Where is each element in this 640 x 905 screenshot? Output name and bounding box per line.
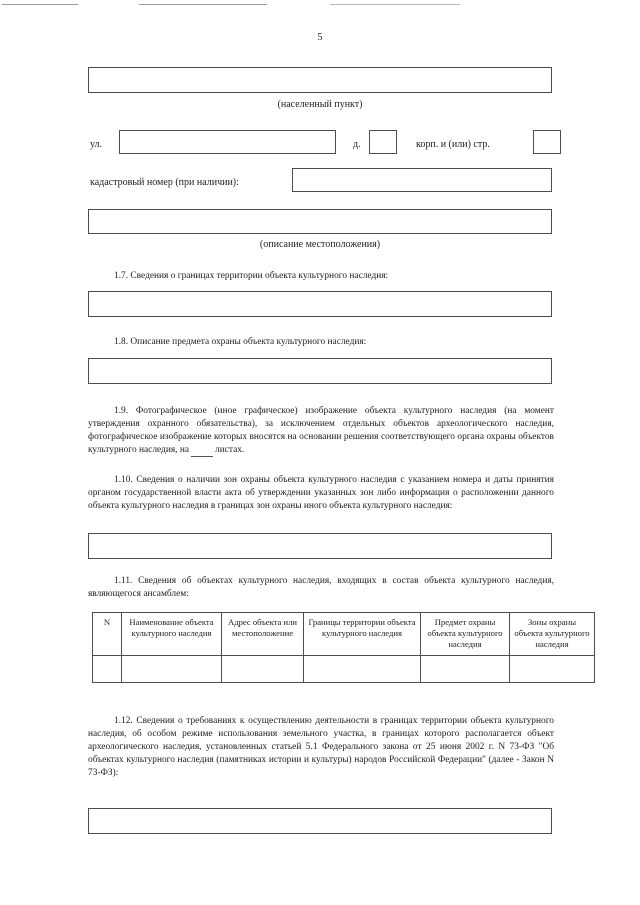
table-header-number: N [93, 613, 122, 656]
section-1-9-sheets-blank[interactable] [191, 447, 213, 457]
table-header-zones: Зоны охраны объекта культурного наследия [510, 613, 595, 656]
section-1-12-input[interactable] [88, 808, 552, 834]
section-1-9-text-part2: листах. [215, 445, 245, 456]
section-1-7-input[interactable] [88, 291, 552, 317]
table-cell-subject[interactable] [421, 656, 510, 683]
table-header-borders: Границы территории объекта культурного наследия [304, 613, 421, 656]
building-input[interactable] [533, 130, 561, 154]
table-row[interactable] [93, 656, 595, 683]
section-1-8-input[interactable] [88, 358, 552, 384]
table-header-subject: Предмет охраны объекта культурного наследия [421, 613, 510, 656]
table-cell-zones[interactable] [510, 656, 595, 683]
page-number: 5 [317, 32, 323, 43]
section-1-10-text: 1.10. Сведения о наличии зон охраны объекта культурного наследия с указанием номера и даты принятия органом государственной власти акта об утверждении указанных зон либо информация о расположении данного объекта культурного наследия в границах зон охраны иного объекта культурного наследия: [88, 475, 554, 512]
section-1-10-input[interactable] [88, 533, 552, 559]
building-label: корп. и (или) стр. [416, 139, 490, 150]
table-cell-borders[interactable] [304, 656, 421, 683]
scan-artifact-line [2, 4, 78, 5]
section-1-7-text: 1.7. Сведения о границах территории объекта культурного наследия: [114, 271, 389, 281]
location-description-input[interactable] [88, 209, 552, 234]
table-header-row [93, 613, 595, 656]
table-cell-number[interactable] [93, 656, 122, 683]
table-header-address: Адрес объекта или местоположение [222, 613, 304, 656]
cadastral-number-input[interactable] [292, 168, 552, 192]
settlement-input[interactable] [88, 67, 552, 93]
section-1-12-text: 1.12. Сведения о требованиях к осуществлению деятельности в границах территории объекта культурного наследия, об особом режиме использования земельного участка, в границах которого располагается объект археологического наследия, установленных статьей 5.1 Федерального закона от 25 июня 2002 г. N 73-ФЗ "Об объектах культурного наследия (памятниках истории и культуры) народов Российской Федерации" (далее - Закон N 73-ФЗ): [88, 716, 554, 779]
house-input[interactable] [369, 130, 397, 154]
section-1-8-text: 1.8. Описание предмета охраны объекта культурного наследия: [114, 337, 367, 347]
ensemble-objects-table [92, 612, 595, 683]
section-1-9-text [88, 405, 554, 457]
table-cell-name[interactable] [122, 656, 222, 683]
house-label: д. [353, 139, 361, 150]
scan-artifact-line [139, 4, 267, 5]
section-1-9-text-part1: 1.9. Фотографическое (иное графическое) изображение объекта культурного наследия (на момент утверждения охранного обязательства), за исключением отдельных объектов археологического наследия, фотографическое изображение которых вносятся на основании решения соответствующего органа охраны объектов культурного наследия, на [88, 406, 554, 456]
settlement-caption: (населенный пункт) [277, 99, 363, 110]
street-input[interactable] [119, 130, 336, 154]
section-1-11-text: 1.11. Сведения об объектах культурного наследия, входящих в состав объекта культурного наследия, являющегося ансамблем: [88, 576, 554, 600]
scan-artifact-line [330, 4, 460, 5]
table-cell-address[interactable] [222, 656, 304, 683]
cadastral-number-label: кадастровый номер (при наличии): [90, 177, 239, 188]
table-header-name: Наименование объекта культурного наследия [122, 613, 222, 656]
location-description-caption: (описание местоположения) [259, 239, 381, 250]
street-label: ул. [90, 139, 103, 150]
